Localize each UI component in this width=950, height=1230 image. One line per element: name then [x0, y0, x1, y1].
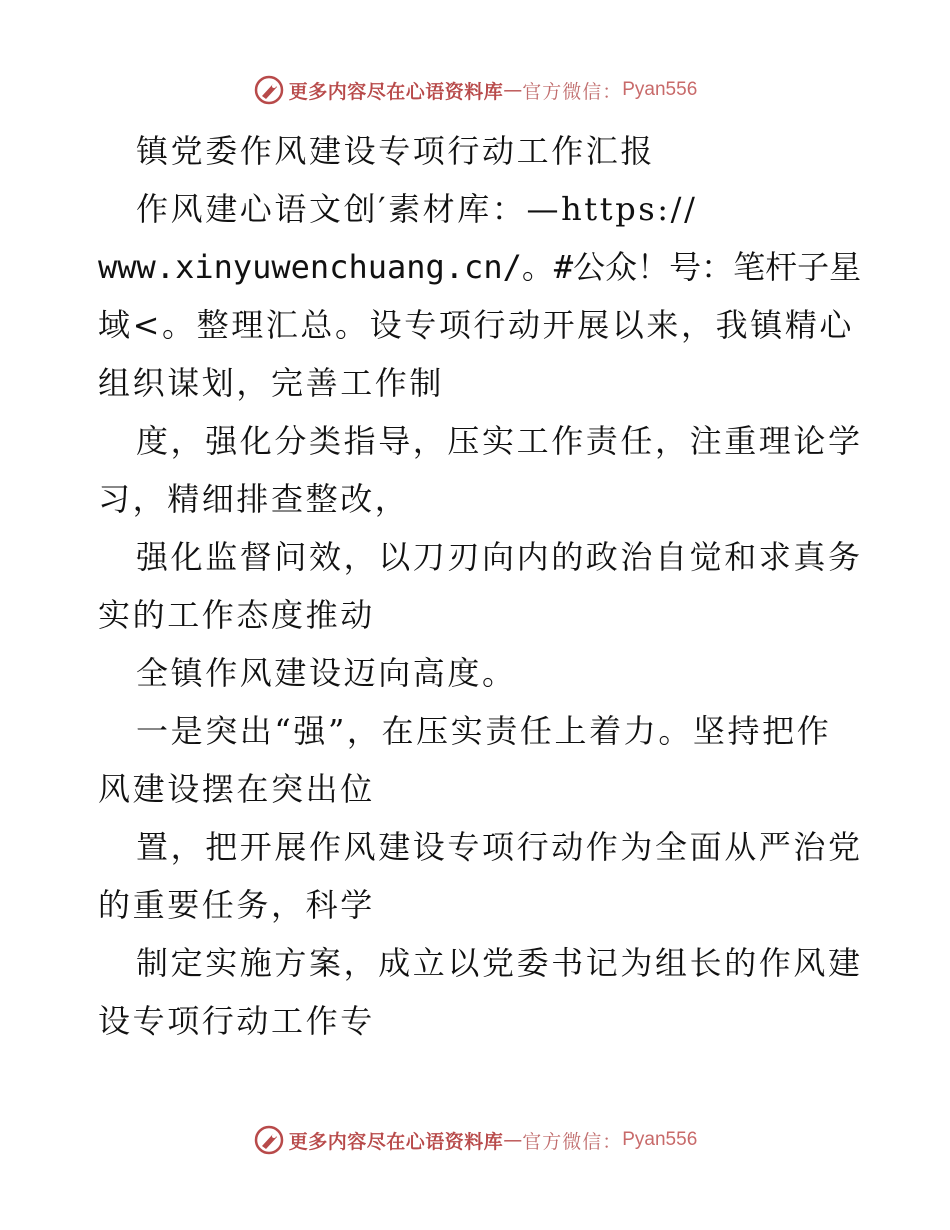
text-line: 组织谋划，完善工作制	[98, 364, 445, 402]
text-line: 域<。整理汇总。设专项行动开展以来，我镇精心	[98, 306, 855, 344]
watermark-lead: 更多内容尽在心语资料库	[288, 1130, 504, 1153]
text-line: 习，精细排查整改，	[98, 480, 410, 518]
text-line: 置，把开展作风建设专项行动作为全面从严治党	[136, 828, 863, 866]
text-line: 一是突出“强”，在压实责任上着力。坚持把作	[136, 712, 832, 750]
watermark-handle: Pyan556	[622, 1129, 698, 1150]
document-title: 镇党委作风建设专项行动工作汇报	[136, 132, 656, 170]
text-line: 强化监督问效，以刀刃向内的政治自觉和求真务	[136, 538, 863, 576]
watermark-handle: Pyan556	[622, 79, 698, 100]
text-line: 制定实施方案，成立以党委书记为组长的作风建	[136, 944, 863, 982]
text-line: www.xinyuwenchuang.cn/。#公众！号：笔杆子星	[98, 248, 862, 286]
text-line: 作风建心语文创′素材库：—https://	[136, 190, 698, 228]
watermark-separator: —	[503, 79, 523, 101]
watermark-banner-top	[0, 70, 950, 110]
watermark-lead: 更多内容尽在心语资料库	[288, 80, 504, 103]
text-line: 的重要任务，科学	[98, 886, 375, 924]
pen-nib-icon	[253, 1124, 285, 1156]
text-line: 设专项行动工作专	[98, 1002, 375, 1040]
text-line: 实的工作态度推动	[98, 596, 375, 634]
pen-nib-icon	[253, 74, 285, 106]
text-line: 度，强化分类指导，压实工作责任，注重理论学	[136, 422, 863, 460]
watermark-tail: 官方微信：	[522, 1130, 623, 1153]
text-line: 全镇作风建设迈向高度。	[136, 654, 517, 692]
document-body	[98, 122, 863, 1050]
watermark-tail: 官方微信：	[522, 80, 623, 103]
watermark-separator: —	[503, 1129, 523, 1151]
watermark-banner-bottom	[0, 1120, 950, 1160]
text-line: 风建设摆在突出位	[98, 770, 375, 808]
